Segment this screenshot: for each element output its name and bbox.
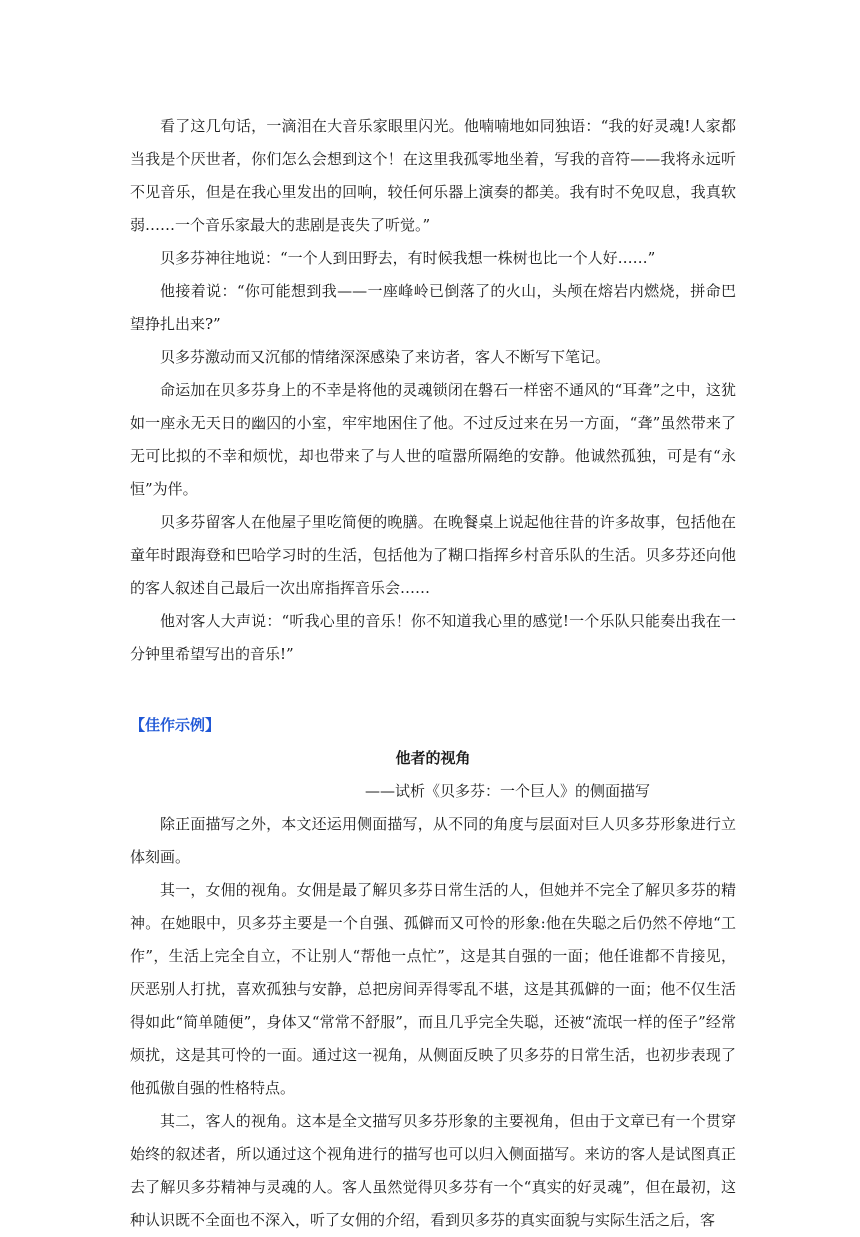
body-paragraph: 贝多芬留客人在他屋子里吃简便的晚膳。在晚餐桌上说起他往昔的许多故事，包括他在童年时跟海登和巴哈学习时的生活，包括他为了糊口指挥乡村音乐队的生活。贝多芬还向他的客人叙述自己最后一次出席指挥音乐会…… xyxy=(130,513,736,597)
body-paragraph: 他对客人大声说：“听我心里的音乐！你不知道我心里的感觉!一个乐队只能奏出我在一分钟里希望写出的音乐!” xyxy=(130,612,736,663)
essay-paragraph: 其二，客人的视角。这本是全文描写贝多芬形象的主要视角，但由于文章已有一个贯穿始终的叙述者，所以通过这个视角进行的描写也可以归入侧面描写。来访的客人是试图真正去了解贝多芬精神与灵魂的人。客人虽然觉得贝多芬有一个“真实的好灵魂”，但在最初，这种认识既不全面也不深入，听了女佣的介绍，看到贝多芬的真实面貌与实际生活之后，客 xyxy=(130,1112,736,1229)
essay-paragraph: 其一，女佣的视角。女佣是最了解贝多芬日常生活的人，但她并不完全了解贝多芬的精神。在她眼中，贝多芬主要是一个自强、孤僻而又可怜的形象:他在失聪之后仍然不停地“工作”，生活上完全自立，不让别人“帮他一点忙”，这是其自强的一面；他任谁都不肯接见，厌恶别人打扰，喜欢孤独与安静，总把房间弄得零乱不堪，这是其孤僻的一面；他不仅生活得如此“简单随便”，身体又“常常不舒服”，而且几乎完全失聪，还被“流氓一样的侄子”经常烦扰，这是其可怜的一面。通过这一视角，从侧面反映了贝多芬的日常生活，也初步表现了他孤傲自强的性格特点。 xyxy=(130,881,736,1097)
body-paragraph: 贝多芬神往地说：“一个人到田野去，有时候我想一株树也比一个人好……” xyxy=(160,249,656,267)
body-paragraph: 他接着说：“你可能想到我——一座峰岭已倒落了的火山，头颅在熔岩内燃烧，拼命巴望挣扎出来?” xyxy=(130,282,736,333)
body-paragraph: 看了这几句话，一滴泪在大音乐家眼里闪光。他喃喃地如同独语：“我的好灵魂!人家都当我是个厌世者，你们怎么会想到这个！在这里我孤零地坐着，写我的音符——我将永远听不见音乐，但是在我心里发出的回响，较任何乐器上演奏的都美。我有时不免叹息，我真软弱……一个音乐家最大的悲剧是丧失了听觉。” xyxy=(130,117,736,234)
document-body xyxy=(130,110,736,1237)
section-label: 【佳作示例】 xyxy=(130,716,221,734)
essay-paragraph: 除正面描写之外，本文还运用侧面描写，从不同的角度与层面对巨人贝多芬形象进行立体刻画。 xyxy=(130,815,736,866)
essay-subtitle: ——试析《贝多芬：一个巨人》的侧面描写 xyxy=(364,782,650,800)
essay-title: 他者的视角 xyxy=(395,749,471,767)
body-paragraph: 命运加在贝多芬身上的不幸是将他的灵魂锁闭在磐石一样密不通风的“耳聋”之中，这犹如一座永无天日的幽囚的小室，牢牢地困住了他。不过反过来在另一方面，“聋”虽然带来了无可比拟的不幸和烦忧，却也带来了与人世的喧嚣所隔绝的安静。他诚然孤独，可是有“永恒”为伴。 xyxy=(130,381,736,498)
body-paragraph: 贝多芬激动而又沉郁的情绪深深感染了来访者，客人不断写下笔记。 xyxy=(160,348,611,366)
